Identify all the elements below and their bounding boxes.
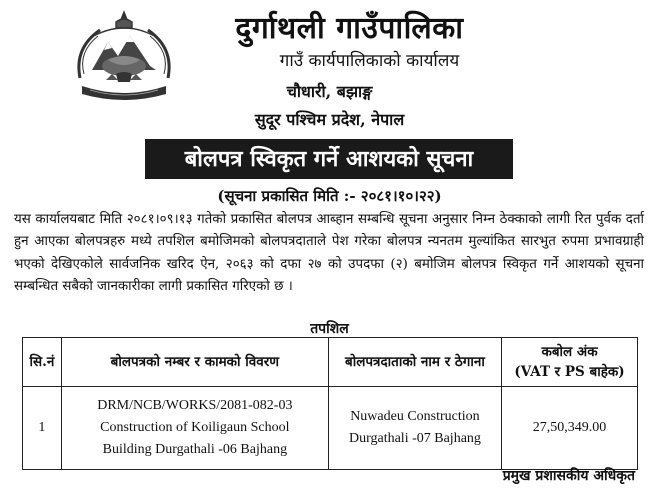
cell-bidder — [328, 387, 501, 470]
notice-title: बोलपत्र स्विकृत गर्ने आशयको सूचना — [145, 139, 513, 179]
cell-sn: 1 — [23, 387, 62, 470]
col-header-amount — [502, 338, 638, 387]
tender-table — [22, 337, 638, 470]
table-row — [23, 387, 638, 470]
office-name: गाउँ कार्यपालिकाको कार्यालय — [279, 51, 460, 71]
tender-number: DRM/NCB/WORKS/2081-082-03 — [97, 398, 293, 413]
published-date: (सूचना प्रकासित मिति :- २०८१।१०।२२) — [217, 187, 442, 205]
amount-header-line2: (VAT र PS बाहेक) — [514, 364, 625, 380]
col-header-sn: सि.नं — [23, 338, 62, 387]
section-heading: तपशिल — [310, 321, 349, 337]
province-name: सुदूर पश्चिम प्रदेश, नेपाल — [254, 110, 405, 129]
col-header-description: बोलपत्रको नम्बर र कामको विवरण — [61, 338, 328, 387]
cell-amount: 27,50,349.00 — [502, 387, 638, 470]
cell-description — [61, 387, 328, 470]
bidder-address: Durgathali -07 Bajhang — [348, 431, 481, 446]
signatory-title: प्रमुख प्रशासकीय अधिकृत — [502, 468, 635, 484]
col-header-bidder: बोलपत्रदाताको नाम र ठेगाना — [328, 338, 501, 387]
work-title-line2: Building Durgathali -06 Bajhang — [102, 442, 288, 457]
bidder-name: Nuwadeu Construction — [350, 409, 480, 424]
municipality-name: दुर्गाथली गाउँपालिका — [235, 11, 464, 46]
office-location: चौधारी, बझाङ्ग — [286, 82, 373, 101]
notice-body: यस कार्यालयबाट मिति २०८१।०९।१३ गतेको प्रकासित बोलपत्र आब्हान सम्बन्धि सूचना अनुसार निम्न ठेक्काको लागी रित पुर्वक दर्ता हुन आएका बोलपत्रहरु मध्ये तपशिल बमोजिमको बोलपत्रदाताले पेश गरेका बोलपत्र न्यनतम मुल्यांकित सारभुत रुपमा प्रभावग्राही भएको देखिएकोले सार्वजनिक खरिद ऐन, २०६३ को दफा २७ को उपदफा (२) बमोजिम बोलपत्र स्विकृत गर्ने आशयको सूचना सम्बन्धित सबैको जानकारीका लागी प्रकासित गरिएको छ । — [14, 212, 644, 294]
table-header-row — [23, 338, 638, 387]
amount-header-line1: कबोल अंक — [541, 344, 598, 360]
work-title-line1: Construction of Koiligaun School — [100, 420, 290, 435]
